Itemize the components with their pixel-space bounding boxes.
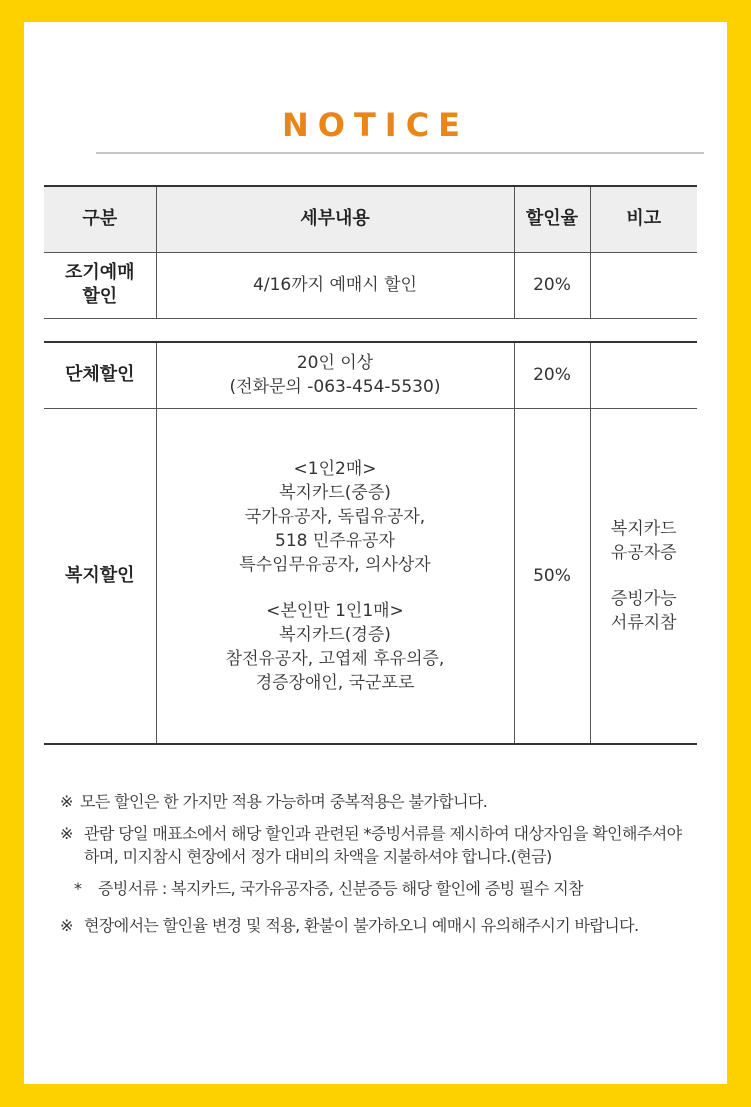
early-note [590, 252, 697, 318]
welfare-rate: 50% [514, 408, 590, 744]
note-mark: ※ [60, 792, 73, 811]
note-text: 증빙서류 : 복지카드, 국가유공자증, 신분증등 해당 할인에 증빙 필수 지참 [98, 879, 583, 898]
table-row-group [44, 342, 697, 408]
group-rate: 20% [514, 342, 590, 408]
note-mark: ※ [60, 824, 73, 843]
discount-table-body [44, 341, 697, 745]
group-detail: 20인 이상 (전화문의 -063-454-5530) [156, 342, 514, 408]
list-item [60, 914, 700, 937]
group-category: 단체할인 [44, 342, 156, 408]
early-rate: 20% [514, 252, 590, 318]
header-rate: 할인율 [514, 186, 590, 252]
group-note [590, 342, 697, 408]
early-detail: 4/16까지 예매시 할인 [156, 252, 514, 318]
header-note: 비고 [590, 186, 697, 252]
list-item [60, 790, 700, 813]
note-mark: ※ [60, 916, 73, 935]
list-item [74, 877, 700, 900]
note-text: 관람 당일 매표소에서 해당 할인과 관련된 *증빙서류를 제시하여 대상자임을 확인해주셔야 하며, 미지참시 현장에서 정가 대비의 차액을 지불하셔야 합니다.(현금) [84, 824, 682, 866]
table-row-welfare [44, 408, 697, 744]
note-text: 모든 할인은 한 가지만 적용 가능하며 중복적용은 불가합니다. [80, 792, 488, 811]
header-category: 구분 [44, 186, 156, 252]
notice-list [60, 790, 700, 946]
list-item [60, 822, 700, 868]
header-detail: 세부내용 [156, 186, 514, 252]
welfare-category: 복지할인 [44, 408, 156, 744]
page-title: NOTICE [281, 106, 470, 144]
early-category: 조기예매 할인 [44, 252, 156, 318]
discount-table-header [44, 185, 697, 319]
table-header-row [44, 186, 697, 252]
table-row-early [44, 252, 697, 318]
welfare-note: 복지카드 유공자증 증빙가능 서류지참 [590, 408, 697, 744]
title-divider [96, 152, 704, 154]
welfare-detail: <1인2매> 복지카드(중증) 국가유공자, 독립유공자, 518 민주유공자 특수임무유공자, 의사상자 <본인만 1인1매> 복지카드(경증) 참전유공자, 고엽제 후유의증, 경증장애인, 국군포로 [156, 408, 514, 744]
note-text: 현장에서는 할인율 변경 및 적용, 환불이 불가하오니 예매시 유의해주시기 바랍니다. [84, 916, 639, 935]
note-mark: * [74, 879, 82, 898]
notice-card [24, 22, 727, 1084]
